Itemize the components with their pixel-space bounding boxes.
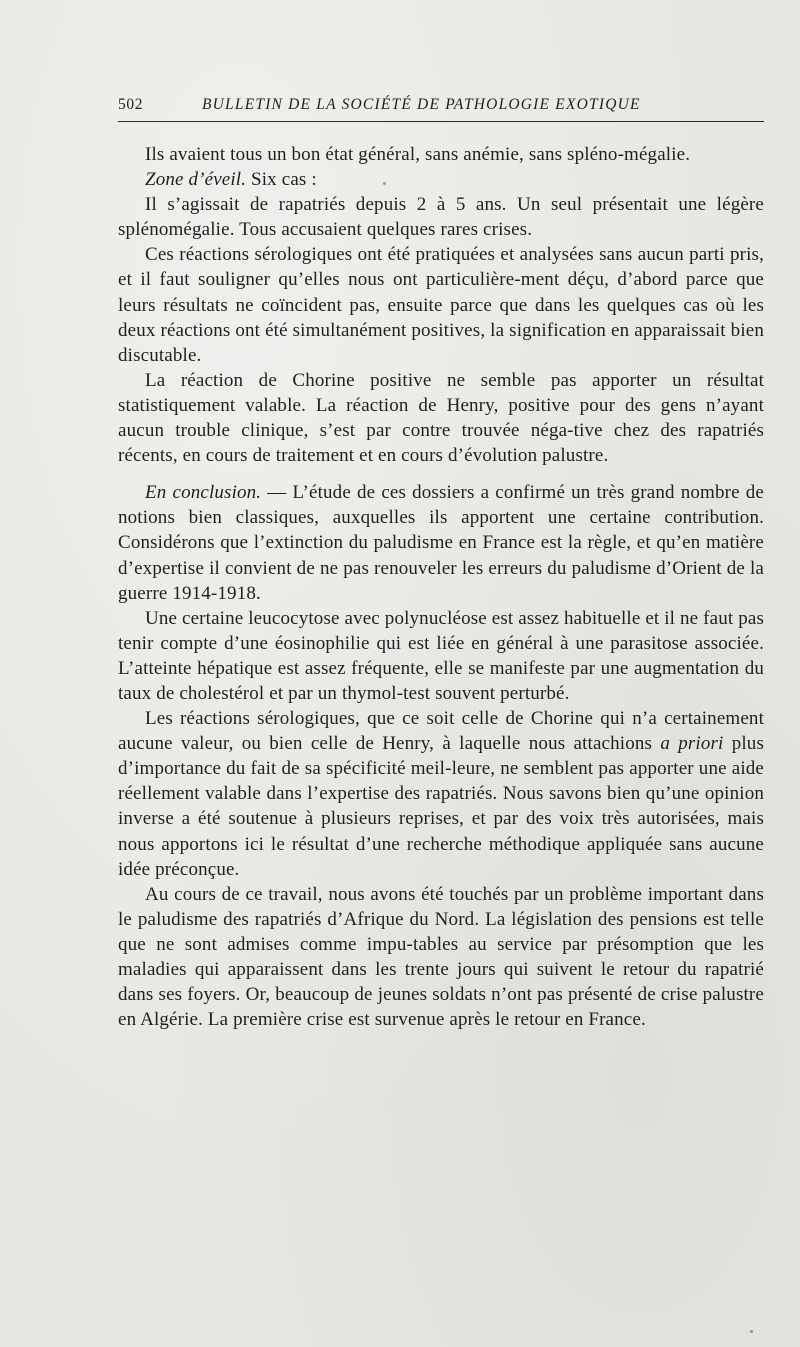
paragraph-6	[118, 480, 764, 605]
paragraph-6-text: — L’étude de ces dossiers a confirmé un très grand nombre de notions bien classiques, auxquelles ils apportent une certaine contribution. Considérons que l’extinction du paludisme en France est la règle, et qu’en matière d’expertise il convient de ne pas renouveler les erreurs du paludisme d’Orient de la guerre 1914-1918.	[118, 482, 765, 604]
body-text	[118, 142, 764, 1032]
paragraph-2-text: Six cas :	[246, 169, 317, 191]
paragraph-8	[118, 706, 764, 882]
section-label-conclusion: En conclusion.	[145, 482, 262, 504]
paragraph-5: La réaction de Chorine positive ne semble pas apporter un résultat statistiquement valable. La réaction de Henry, positive pour des gens n’ayant aucun trouble clinique, s’est par contre trouvée néga-tive chez des rapatriés récents, en cours de traitement et en cours d’évolution palustre.	[118, 369, 764, 467]
paper-speck	[750, 1330, 753, 1333]
paragraph-8-text-a: Les réactions sérologiques, que ce soit celle de Chorine qui n’a certainement aucune valeur, ou bien celle de Henry, à laquelle nous attachions	[118, 708, 764, 755]
paragraph-1: Ils avaient tous un bon état général, sans anémie, sans spléno-mégalie.	[145, 144, 691, 165]
paragraph-7: Une certaine leucocytose avec polynucléose est assez habituelle et il ne faut pas tenir compte d’une éosinophilie qui est liée en général à une parasitose associée. L’atteinte hépatique est assez fréquente, elle se manifeste par une augmentation du taux de cholestérol et par un thymol-test souvent perturbé.	[118, 607, 764, 704]
paragraph-9: Au cours de ce travail, nous avons été touchés par un problème important dans le paludisme des rapatriés d’Afrique du Nord. La législation des pensions est telle que ne sont admises comme impu-tables au service par présomption que les maladies qui apparaissent dans les trente jours qui suivent le retour du rapatrié dans ses foyers. Or, beaucoup de jeunes soldats n’ont pas présenté de crise palustre en Algérie. La première crise est survenue après le retour en France.	[118, 883, 764, 1031]
section-label-zone-eveil: Zone d’éveil.	[145, 169, 247, 191]
running-head	[118, 96, 764, 118]
paragraph-8-text-b: plus d’importance du fait de sa spécificité meil-leure, ne semblent pas apporter une aide réellement valable dans l’expertise des rapatriés. Nous savons bien qu’une opinion inverse a été soutenue à plusieurs reprises, et par des voix très autorisées, mais nous apportons ici le résultat d’une recherche méthodique appliquée sans aucune idée préconçue.	[118, 733, 764, 880]
paragraph-3: Il s’agissait de rapatriés depuis 2 à 5 ans. Un seul présentait une légère splénomégalie. Tous accusaient quelques rares crises.	[118, 194, 764, 241]
page-number: 502	[118, 96, 144, 113]
paragraph-8-italic: a priori	[660, 733, 724, 755]
paragraph-4: Ces réactions sérologiques ont été pratiquées et analysées sans aucun parti pris, et il faut souligner qu’elles nous ont particulière-ment déçu, d’abord parce que leurs résultats ne coïncident pas, ensuite parce que dans les quelques cas où les deux réactions ont été simultanément positives, la signification en apparaissait bien discutable.	[118, 244, 764, 366]
paragraph-2	[118, 167, 764, 192]
paper-speck	[383, 182, 386, 185]
header-rule	[118, 121, 764, 122]
journal-title: BULLETIN DE LA SOCIÉTÉ DE PATHOLOGIE EXOTIQUE	[202, 96, 641, 113]
